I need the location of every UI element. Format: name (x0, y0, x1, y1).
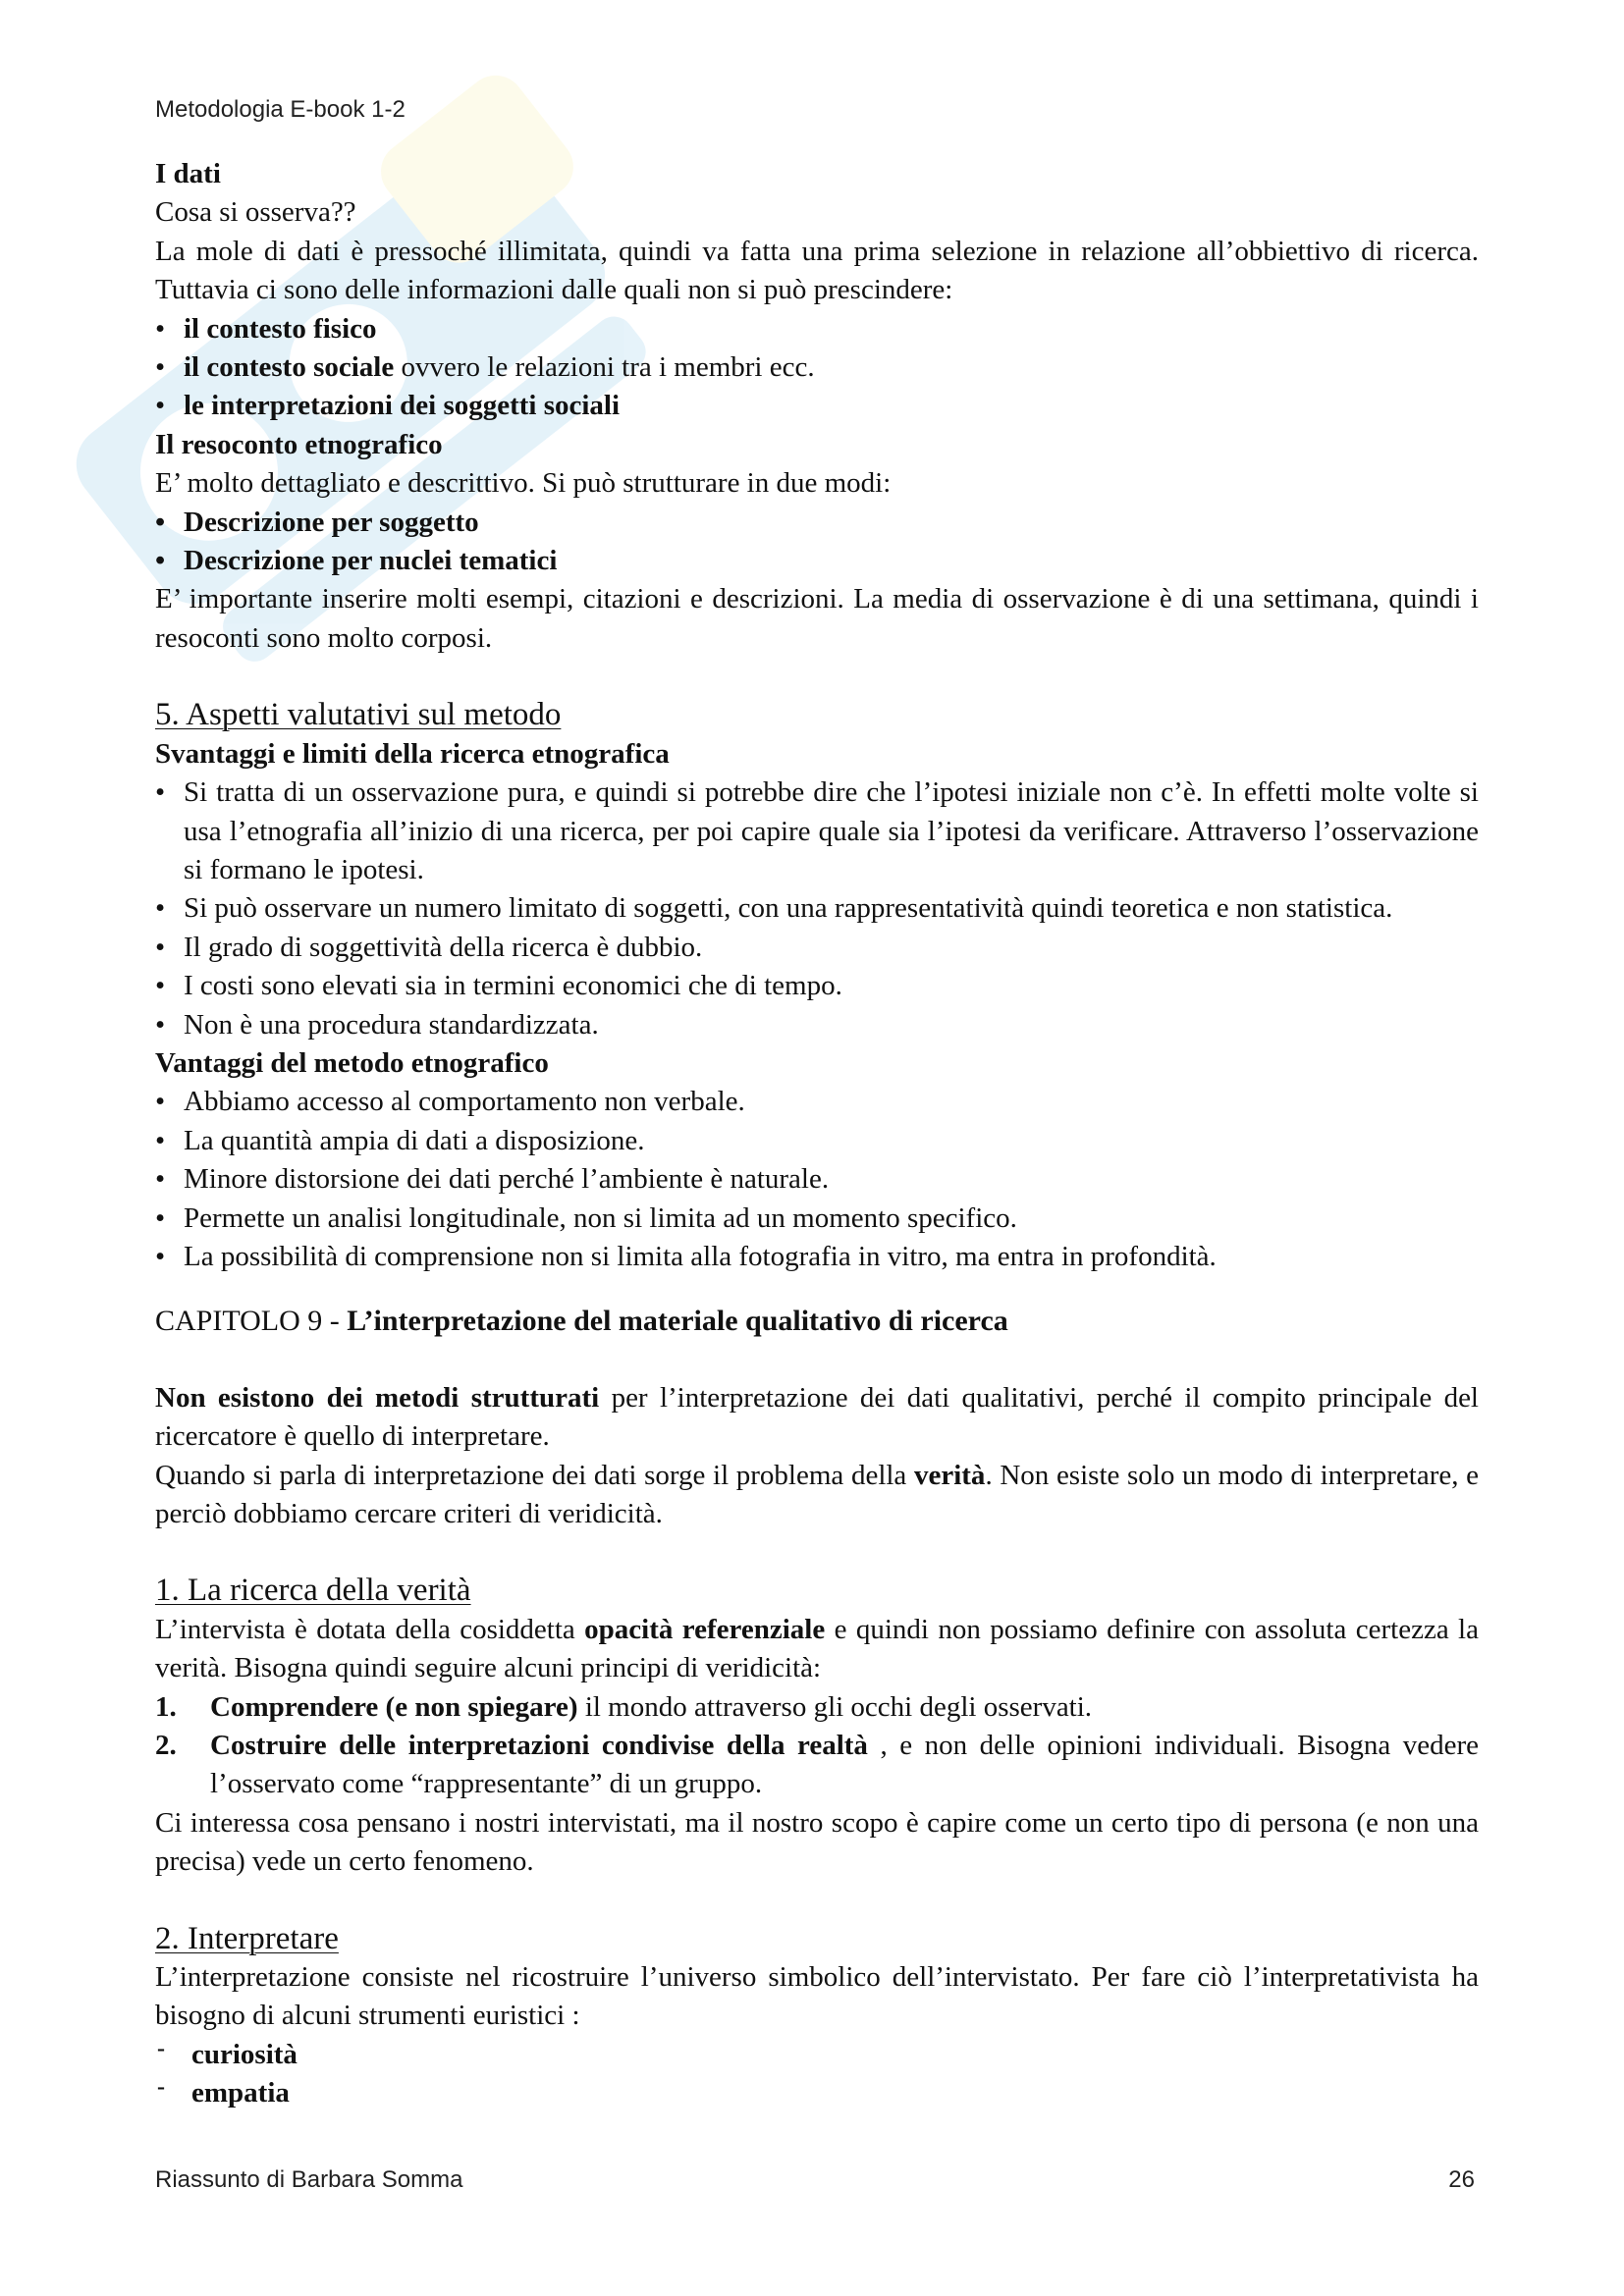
chapter-title: CAPITOLO 9 - L’interpretazione del materiale qualitativo di ricerca (155, 1305, 1008, 1338)
paragraph-interpretare: L’interpretazione consiste nel ricostruire l’universo simbolico dell’intervistato. Per fare ciò l’interpretativista ha bisogno di alcuni strumenti euristici : (155, 1961, 1479, 2032)
list-item: • Permette un analisi longitudinale, non si limita ad un momento specifico. (155, 1200, 1479, 1238)
list-item: 1. Comprendere (e non spiegare) il mondo attraverso gli occhi degli osservati. (155, 1690, 1093, 1723)
section-title-resoconto: Il resoconto etnografico (155, 428, 443, 460)
list-item: • La quantità ampia di dati a disposizione. (155, 1122, 1479, 1160)
list-item: • Non è una procedura standardizzata. (155, 1006, 1479, 1044)
list-dati (155, 310, 1479, 426)
list-strumenti (155, 2036, 1479, 2113)
paragraph-dati-intro: La mole di dati è pressoché illimitata, quindi va fatta una prima selezione in relazione all’obbiettivo di ricerca. Tuttavia ci sono delle informazioni dalle quali non si può prescindere: (155, 235, 1479, 306)
footer-author: Riassunto di Barbara Somma (155, 2166, 463, 2193)
list-item: • il contesto fisico (155, 310, 1479, 348)
paragraph-resoconto-intro: E’ molto dettagliato e descrittivo. Si può strutturare in due modi: (155, 467, 892, 500)
paragraph-cap9-2: Quando si parla di interpretazione dei dati sorge il problema della verità. Non esiste solo un modo di interpretare, e perciò dobbiamo cercare criteri di veridicità. (155, 1459, 1479, 1529)
list-item: - curiosità (155, 2036, 1479, 2074)
list-item: • Descrizione per soggetto (155, 504, 1479, 542)
section-title-verita: 1. La ricerca della verità (155, 1573, 471, 1609)
list-item: • Abbiamo accesso al comportamento non verbale. (155, 1083, 1479, 1121)
list-vantaggi (155, 1083, 1479, 1276)
list-item: • Si può osservare un numero limitato di soggetti, con una rappresentatività quindi teoretica e non statistica. (155, 889, 1479, 928)
question-line: Cosa si osserva?? (155, 196, 356, 229)
list-principi (155, 1688, 1479, 1804)
list-item: - empatia (155, 2074, 1479, 2112)
subtitle-vantaggi: Vantaggi del metodo etnografico (155, 1046, 549, 1079)
section-title-aspetti: 5. Aspetti valutativi sul metodo (155, 697, 562, 733)
list-resoconto (155, 504, 1479, 581)
list-svantaggi (155, 774, 1479, 1044)
list-item: • Minore distorsione dei dati perché l’ambiente è naturale. (155, 1160, 1479, 1199)
page-header: Metodologia E-book 1-2 (155, 96, 406, 123)
list-item: 2. Costruire delle interpretazioni condivise della realtà , e non delle opinioni individuali. Bisogna vedere l’osservato come “rappresentante” di un gruppo. (155, 1730, 1479, 1800)
paragraph-cap9-1: Non esistono dei metodi strutturati per l’interpretazione dei dati qualitativi, perché il compito principale del ricercatore è quello di interpretare. (155, 1381, 1479, 1453)
list-item: • Descrizione per nuclei tematici (155, 542, 1479, 580)
document-body (155, 155, 1479, 2113)
paragraph-verita: L’intervista è dotata della cosiddetta opacità referenziale e quindi non possiamo definire con assoluta certezza la verità. Bisogna quindi seguire alcuni principi di veridicità: (155, 1613, 1479, 1684)
list-item: • I costi sono elevati sia in termini economici che di tempo. (155, 967, 1479, 1005)
paragraph-verita-outro: Ci interessa cosa pensano i nostri intervistati, ma il nostro scopo è capire come un certo tipo di persona (e non una precisa) vede un certo fenomeno. (155, 1806, 1479, 1878)
section-title-dati: I dati (155, 158, 221, 189)
list-item: • Si tratta di un osservazione pura, e quindi si potrebbe dire che l’ipotesi iniziale non c’è. In effetti molte volte si usa l’etnografia all’inizio di una ricerca, per poi capire quale sia l’ipotesi da verificare. Attraverso l’osservazione si formano le ipotesi. (155, 774, 1479, 889)
page-number: 26 (1448, 2166, 1475, 2193)
list-item: • Il grado di soggettività della ricerca è dubbio. (155, 929, 1479, 967)
list-item: • il contesto sociale ovvero le relazioni tra i membri ecc. (155, 348, 1479, 387)
paragraph-resoconto-outro: E’ importante inserire molti esempi, citazioni e descrizioni. La media di osservazione è di una settimana, quindi i resoconti sono molto corposi. (155, 583, 1479, 654)
list-item: • La possibilità di comprensione non si limita alla fotografia in vitro, ma entra in profondità. (155, 1238, 1479, 1276)
subtitle-svantaggi: Svantaggi e limiti della ricerca etnografica (155, 737, 670, 770)
section-title-interpretare: 2. Interpretare (155, 1920, 339, 1956)
list-item: • le interpretazioni dei soggetti sociali (155, 387, 1479, 425)
